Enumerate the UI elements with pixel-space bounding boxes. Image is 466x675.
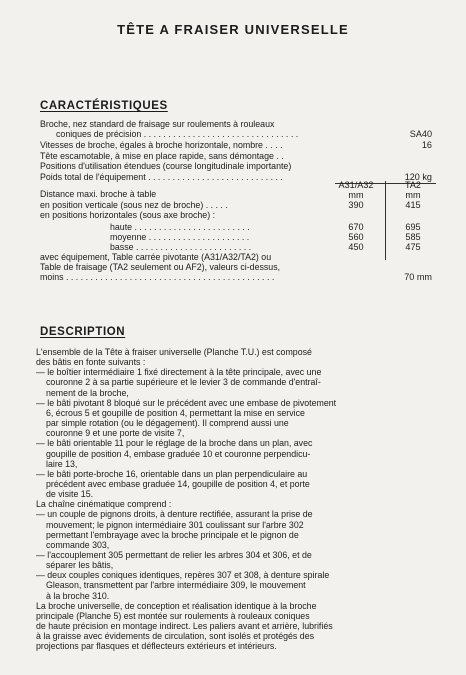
description-line: séparer les bâtis, [46,560,114,571]
description-line: nement de la broche, [46,387,129,398]
spec-line: Distance maxi. broche à table [40,189,157,199]
description-line: — le bâti orientable 11 pour le réglage de la broche dans un plan, avec [36,438,313,449]
spec-line: moins . . . . . . . . . . . . . . . . . . . . . . . . . . . . . . . . . . . . . . . . . . . [40,272,275,282]
description-line: — un couple de pignons droits, à denture rectifiée, assurant la prise de [36,509,313,520]
description-line: — le boîtier intermédiaire 1 fixé directement à la tête principale, avec une [36,367,322,378]
description-line: mouvement; le pignon intermédiaire 301 coulissant sur l'arbre 302 [46,519,304,530]
table-cell: 560 [348,232,364,242]
table-cell: 390 [348,200,364,210]
spec-value: 16 [421,140,432,150]
spec-line: Table de fraisage (TA2 seulement ou AF2), valeurs ci-dessus, [40,262,281,272]
section-heading-caracteristiques: CARACTÉRISTIQUES [40,100,168,112]
table-unit: mm [348,190,364,200]
table-cell: 415 [405,200,421,210]
description-line: L'ensemble de la Tête à fraiser universelle (Planche T.U.) est composé [36,347,312,357]
description-line: par simple rotation (ou le dégagement). Il comprend aussi une [46,418,289,429]
table-divider [385,181,386,260]
description-line: à la graisse avec évidements de circulation, sont isolés et protégés des [36,631,315,642]
spec-line: Tête escamotable, à mise en place rapide, sans démontage . . [40,151,284,161]
spec-line: Poids total de l'équipement . . . . . . . . . . . . . . . . . . . . . . . . . . . . [40,172,283,182]
description-line: 6, écrous 5 et goupille de position 4, permettant la mise en service [46,407,305,418]
description-line: à la broche 310. [46,590,110,601]
section-heading-description: DESCRIPTION [40,326,126,338]
table-cell: 475 [405,242,421,252]
description-line: goupille de position 4, embase graduée 10 et couronne perpendicu- [46,448,311,459]
description-line: — l'accouplement 305 permettant de relier les arbres 304 et 306, et de [36,550,312,560]
description-line: couronne 9 et une porte de visite 7, [46,428,185,439]
spec-line: en position verticale (sous nez de broche) . . . . . [40,200,228,210]
spec-line: avec équipement, Table carrée pivotante (A31/A32/TA2) ou [40,252,272,262]
table-cell: 585 [405,232,421,242]
description-line: permettant l'embrayage avec la broche principale et le pignon de [46,529,299,540]
description-line: La broche universelle, de conception et réalisation identique à la broche [36,600,317,611]
spec-line: coniques de précision . . . . . . . . . . . . . . . . . . . . . . . . . . . . . . . . [56,129,299,139]
table-cell: 450 [348,242,364,252]
description-line: de haute précision en montage indirect. Les paliers avant et arrière, lubrifiés [36,621,333,632]
description-line: de visite 15. [46,489,94,500]
description-line: des bâtis en fonte suivants : [36,357,146,368]
description-line: — le bâti pivotant 8 bloqué sur le précédent avec une embase de pivotement [36,397,337,408]
table-header-ta2: TA2 [404,180,421,190]
description-line: — deux couples coniques identiques, repères 307 et 308, à denture spirale [36,570,330,581]
description-line: — le bâti porte-broche 16, orientable dans un plan perpendiculaire au [36,468,308,479]
description-line: La chaîne cinématique comprend : [36,499,172,510]
spec-line: Positions d'utilisation étendues (course longitudinale importante) [40,161,292,171]
spec-line: moyenne . . . . . . . . . . . . . . . . . . . . . [110,232,250,242]
spec-line: haute . . . . . . . . . . . . . . . . . . . . . . . . [110,222,250,232]
table-cell: 670 [348,222,364,232]
table-unit: mm [405,190,421,200]
spec-line: Broche, nez standard de fraisage sur roulements à rouleaux [40,119,275,129]
table-cell: 695 [405,222,421,232]
page-title: TÊTE A FRAISER UNIVERSELLE [117,22,349,37]
description-line: précédent avec embase graduée 14, goupille de position 4, et porte [46,478,310,489]
description-line: projections par flasques et déflecteurs extérieurs et intérieurs. [36,641,277,652]
description-line: Gleason, transmettent par l'arbre intermédiaire 309, le mouvement [46,580,306,591]
table-header-a31: A31/A32 [338,180,374,190]
spec-line: en positions horizontales (sous axe broche) : [40,210,216,220]
description-line: commande 303, [46,539,110,550]
spec-line: Vitesses de broche, égales à broche horizontale, nombre . . . . [40,140,283,150]
spec-value: 120 kg [404,172,432,182]
spec-value: SA40 [409,129,432,139]
description-line: couronne 2 à sa partie supérieure et le levier 3 de commande d'entraî- [46,377,321,388]
spec-line: basse . . . . . . . . . . . . . . . . . . . . . . . . [110,242,252,252]
spec-value: 70 mm [404,272,432,282]
description-line: principale (Planche 5) est montée sur roulements à rouleaux coniques [36,610,310,621]
description-line: laire 13, [46,458,78,469]
